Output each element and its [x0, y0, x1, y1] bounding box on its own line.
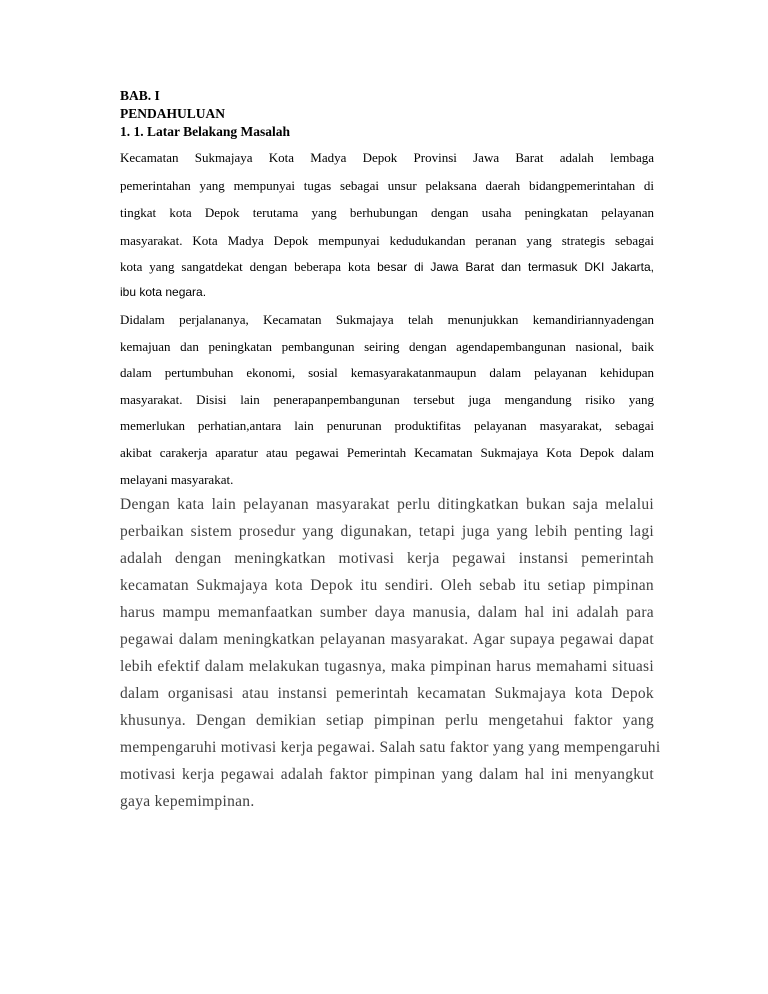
paragraph3-line: pegawai dalam meningkatkan pelayanan masyarakat. Agar supaya pegawai dapat: [120, 631, 654, 648]
paragraph2-line: akibat carakerja aparatur atau pegawai Pemerintah Kecamatan Sukmajaya Kota Depok dalam: [120, 445, 654, 460]
paragraph3-line: Dengan kata lain pelayanan masyarakat perlu ditingkatkan bukan saja melalui: [120, 496, 654, 513]
paragraph3-line: dalam organisasi atau instansi pemerintah kecamatan Sukmajaya kota Depok: [120, 685, 654, 702]
paragraph1-line-part: besar di Jawa Barat dan termasuk DKI Jakarta,: [377, 260, 654, 274]
paragraph3-line: khusunya. Dengan demikian setiap pimpinan perlu mengetahui faktor yang: [120, 712, 654, 729]
paragraph1-line: [120, 258, 654, 276]
paragraph1-line: pemerintahan yang mempunyai tugas sebagai unsur pelaksana daerah bidangpemerintahan di: [120, 178, 654, 193]
paragraph3-line: mempengaruhi motivasi kerja pegawai. Salah satu faktor yang yang mempengaruhi: [120, 739, 661, 756]
paragraph2-line: dalam pertumbuhan ekonomi, sosial kemasyarakatanmaupun dalam pelayanan kehidupan: [120, 365, 654, 380]
paragraph3-line: motivasi kerja pegawai adalah faktor pimpinan yang dalam hal ini menyangkut: [120, 766, 654, 783]
paragraph3-line: gaya kepemimpinan.: [120, 793, 255, 810]
paragraph2-line: kemajuan dan peningkatan pembangunan seiring dengan agendapembangunan nasional, baik: [120, 339, 654, 354]
paragraph3-line: perbaikan sistem prosedur yang digunakan, tetapi juga yang lebih penting lagi: [120, 523, 654, 540]
paragraph2-line: masyarakat. Disisi lain penerapanpembangunan tersebut juga mengandung risiko yang: [120, 392, 654, 407]
paragraph1-line: Kecamatan Sukmajaya Kota Madya Depok Provinsi Jawa Barat adalah lembaga: [120, 150, 654, 165]
paragraph1-line: ibu kota negara.: [120, 285, 207, 299]
paragraph3-line: kecamatan Sukmajaya kota Depok itu sendiri. Oleh sebab itu setiap pimpinan: [120, 577, 654, 594]
chapter-title: PENDAHULUAN: [120, 106, 226, 121]
paragraph2-line: melayani masyarakat.: [120, 472, 234, 487]
paragraph3-line: lebih efektif dalam melakukan tugasnya, maka pimpinan harus memahami situasi: [120, 658, 654, 675]
paragraph1-line-part: kota yang sangatdekat dengan beberapa kota: [120, 259, 378, 274]
paragraph3-line: adalah dengan meningkatkan motivasi kerja pegawai instansi pemerintah: [120, 550, 654, 567]
paragraph1-line: masyarakat. Kota Madya Depok mempunyai kedudukandan peranan yang strategis sebagai: [120, 233, 654, 248]
paragraph2-line: Didalam perjalananya, Kecamatan Sukmajaya telah menunjukkan kemandiriannyadengan: [120, 312, 654, 327]
paragraph3-line: harus mampu memanfaatkan sumber daya manusia, dalam hal ini adalah para: [120, 604, 654, 621]
paragraph1-line: tingkat kota Depok terutama yang berhubungan dengan usaha peningkatan pelayanan: [120, 205, 654, 220]
paragraph2-line: memerlukan perhatian,antara lain penurunan produktifitas pelayanan masyarakat, sebagai: [120, 418, 654, 433]
section-title: 1. 1. Latar Belakang Masalah: [120, 124, 291, 139]
chapter-number: BAB. I: [120, 88, 160, 103]
